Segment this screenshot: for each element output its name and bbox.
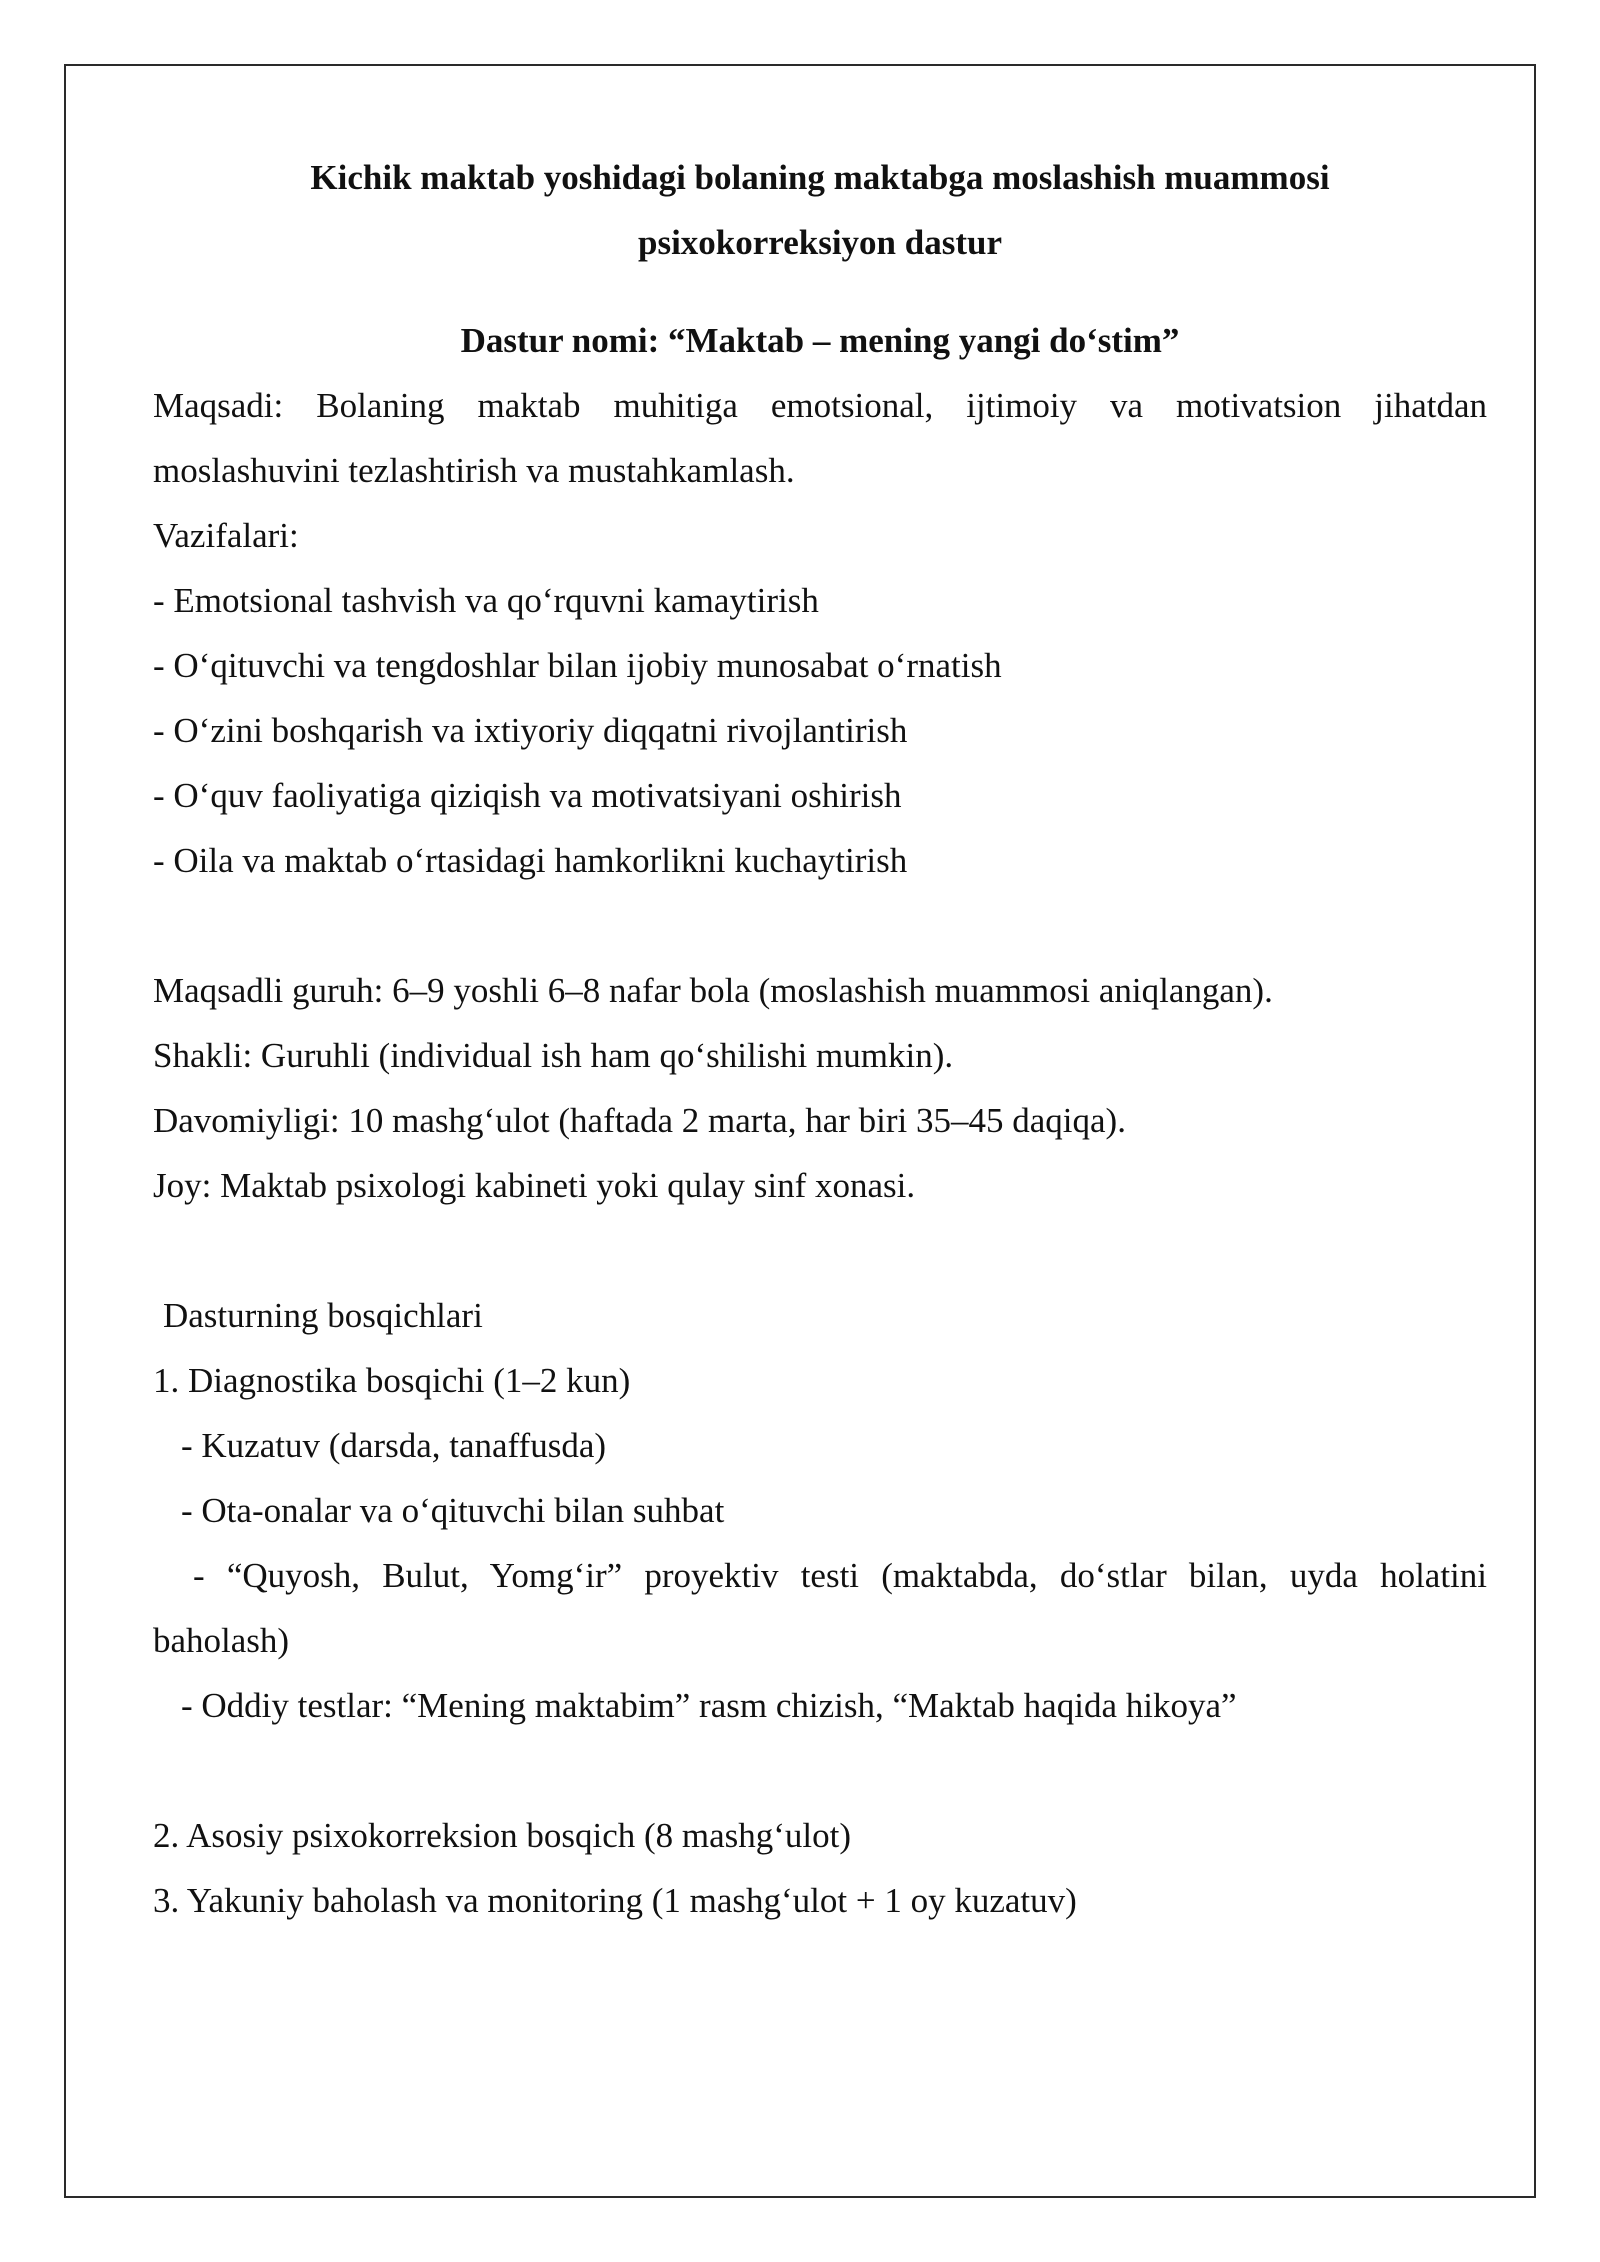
stage-2-heading: 2. Asosiy psixokorreksion bosqich (8 mashg‘ulot) — [153, 1816, 852, 1855]
stage-1-simple-tests: - Oddiy testlar: “Mening maktabim” rasm chizish, “Maktab haqida hikoya” — [181, 1686, 1237, 1725]
task-item: - O‘zini boshqarish va ixtiyoriy diqqatni rivojlantirish — [153, 711, 908, 750]
stage-3-heading: 3. Yakuniy baholash va monitoring (1 mashg‘ulot + 1 oy kuzatuv) — [153, 1881, 1077, 1920]
goal-paragraph: Maqsadi: Bolaning maktab muhitiga emotsional, ijtimoiy va motivatsion jihatdan moslashuvini tezlashtirish va mustahkamlash. — [153, 386, 1487, 490]
program-duration: Davomiyligi: 10 mashg‘ulot (haftada 2 marta, har biri 35–45 daqiqa). — [153, 1101, 1126, 1140]
stage-1-heading: 1. Diagnostika bosqichi (1–2 kun) — [153, 1361, 631, 1400]
program-place: Joy: Maktab psixologi kabineti yoki qulay sinf xonasi. — [153, 1166, 916, 1205]
task-item: - O‘quv faoliyatiga qiziqish va motivatsiyani oshirish — [153, 776, 902, 815]
task-item: - Emotsional tashvish va qo‘rquvni kamaytirish — [153, 581, 819, 620]
document-title-line-2: psixokorreksiyon dastur — [637, 223, 1002, 262]
stage-1-item: - Kuzatuv (darsda, tanaffusda) — [181, 1426, 607, 1465]
document-body — [153, 145, 1487, 1933]
target-group: Maqsadli guruh: 6–9 yoshli 6–8 nafar bola (moslashish muammosi aniqlangan). — [153, 971, 1273, 1010]
stage-1-item: - Ota-onalar va o‘qituvchi bilan suhbat — [181, 1491, 725, 1530]
tasks-heading: Vazifalari: — [153, 516, 299, 555]
stages-heading: Dasturning bosqichlari — [163, 1296, 483, 1335]
task-item: - O‘qituvchi va tengdoshlar bilan ijobiy munosabat o‘rnatish — [153, 646, 1002, 685]
stage-1-projective-test: - “Quyosh, Bulut, Yomg‘ir” proyektiv testi (maktabda, do‘stlar bilan, uyda holatini baholash) — [153, 1556, 1487, 1660]
document-title-line-1: Kichik maktab yoshidagi bolaning maktabga moslashish muammosi — [310, 158, 1330, 197]
task-item: - Oila va maktab o‘rtasidagi hamkorlikni kuchaytirish — [153, 841, 908, 880]
program-name: Dastur nomi: “Maktab – mening yangi do‘stim” — [460, 321, 1180, 360]
tasks-list — [153, 568, 1487, 893]
program-form: Shakli: Guruhli (individual ish ham qo‘shilishi mumkin). — [153, 1036, 954, 1075]
